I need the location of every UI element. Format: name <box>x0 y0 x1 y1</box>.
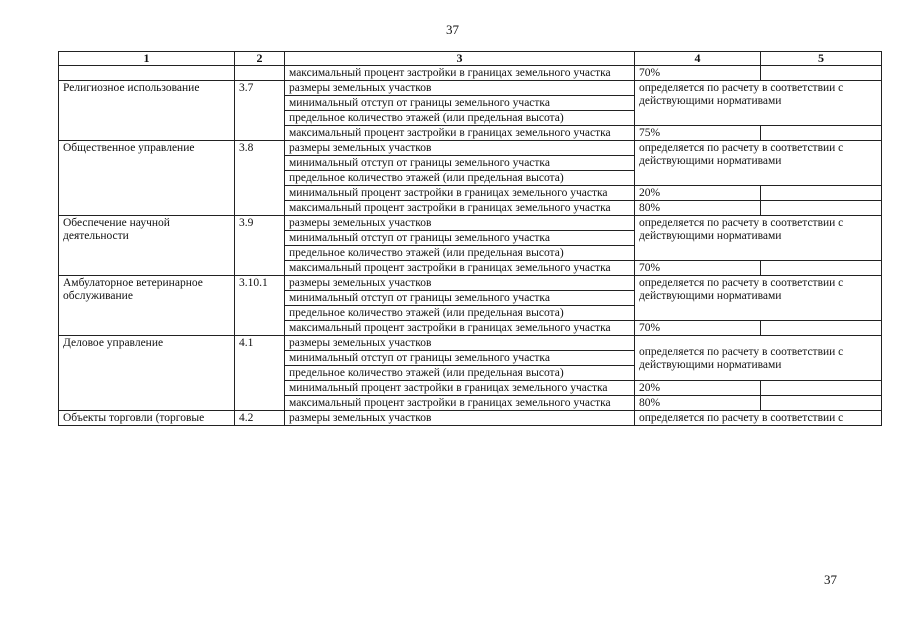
param-cell: размеры земельных участков <box>285 336 635 351</box>
calc-cell: определяется по расчету в соответствии с действующими нормативами <box>635 81 882 126</box>
use-code: 3.7 <box>235 81 285 141</box>
use-code: 4.1 <box>235 336 285 411</box>
param-cell: минимальный отступ от границы земельного участка <box>285 96 635 111</box>
extra-cell <box>761 201 882 216</box>
use-name: Обеспечение научной деятельности <box>59 216 235 276</box>
regulations-table <box>58 51 882 426</box>
calc-cell: определяется по расчету в соответствии с действующими нормативами <box>635 141 882 186</box>
page-number-top: 37 <box>446 22 459 37</box>
table-row <box>59 81 882 96</box>
value-cell: 70% <box>635 321 761 336</box>
param-cell: максимальный процент застройки в границах земельного участка <box>285 321 635 336</box>
use-name: Общественное управление <box>59 141 235 216</box>
param-cell: максимальный процент застройки в границах земельного участка <box>285 201 635 216</box>
extra-cell <box>761 396 882 411</box>
param-cell: максимальный процент застройки в границах земельного участка <box>285 396 635 411</box>
table-row <box>59 66 882 81</box>
param-cell: предельное количество этажей (или предельная высота) <box>285 246 635 261</box>
param-cell: размеры земельных участков <box>285 276 635 291</box>
use-name: Деловое управление <box>59 336 235 411</box>
table-row <box>59 411 882 426</box>
use-name: Религиозное использование <box>59 81 235 141</box>
calc-cell: определяется по расчету в соответствии с действующими нормативами <box>635 216 882 261</box>
param-cell: минимальный процент застройки в границах земельного участка <box>285 186 635 201</box>
use-code: 4.2 <box>235 411 285 426</box>
extra-cell <box>761 186 882 201</box>
value-cell: 70% <box>635 261 761 276</box>
param-cell: предельное количество этажей (или предельная высота) <box>285 111 635 126</box>
value-cell: 80% <box>635 201 761 216</box>
value-cell: 75% <box>635 126 761 141</box>
extra-cell <box>761 126 882 141</box>
value-cell: 80% <box>635 396 761 411</box>
calc-cell: определяется по расчету в соответствии с <box>635 411 882 426</box>
extra-cell <box>761 66 882 81</box>
param-cell: максимальный процент застройки в границах земельного участка <box>285 261 635 276</box>
extra-cell <box>761 381 882 396</box>
param-cell: минимальный отступ от границы земельного участка <box>285 351 635 366</box>
table-row <box>59 216 882 231</box>
param-cell: размеры земельных участков <box>285 216 635 231</box>
param-cell: размеры земельных участков <box>285 411 635 426</box>
header-col-1: 1 <box>59 52 235 66</box>
header-col-4: 4 <box>635 52 761 66</box>
param-cell: минимальный отступ от границы земельного участка <box>285 156 635 171</box>
param-cell: минимальный отступ от границы земельного участка <box>285 291 635 306</box>
param-cell: размеры земельных участков <box>285 141 635 156</box>
value-cell: 20% <box>635 381 761 396</box>
value-cell: 70% <box>635 66 761 81</box>
param-cell: размеры земельных участков <box>285 81 635 96</box>
use-name <box>59 66 235 81</box>
header-col-3: 3 <box>285 52 635 66</box>
table-row <box>59 336 882 351</box>
header-col-5: 5 <box>761 52 882 66</box>
use-code: 3.10.1 <box>235 276 285 336</box>
page-number-bottom: 37 <box>824 572 837 587</box>
param-cell: предельное количество этажей (или предельная высота) <box>285 171 635 186</box>
param-cell: минимальный отступ от границы земельного участка <box>285 231 635 246</box>
use-code: 3.9 <box>235 216 285 276</box>
extra-cell <box>761 321 882 336</box>
param-cell: максимальный процент застройки в границах земельного участка <box>285 66 635 81</box>
table-row <box>59 141 882 156</box>
header-row <box>59 52 882 66</box>
header-col-2: 2 <box>235 52 285 66</box>
param-cell: предельное количество этажей (или предельная высота) <box>285 306 635 321</box>
use-name: Амбулаторное ветеринарное обслуживание <box>59 276 235 336</box>
use-code: 3.8 <box>235 141 285 216</box>
param-cell: предельное количество этажей (или предельная высота) <box>285 366 635 381</box>
calc-cell: определяется по расчету в соответствии с действующими нормативами <box>635 276 882 321</box>
param-cell: минимальный процент застройки в границах земельного участка <box>285 381 635 396</box>
calc-cell: определяется по расчету в соответствии с действующими нормативами <box>635 336 882 381</box>
table-row <box>59 276 882 291</box>
use-code <box>235 66 285 81</box>
extra-cell <box>761 261 882 276</box>
value-cell: 20% <box>635 186 761 201</box>
param-cell: максимальный процент застройки в границах земельного участка <box>285 126 635 141</box>
use-name: Объекты торговли (торговые <box>59 411 235 426</box>
